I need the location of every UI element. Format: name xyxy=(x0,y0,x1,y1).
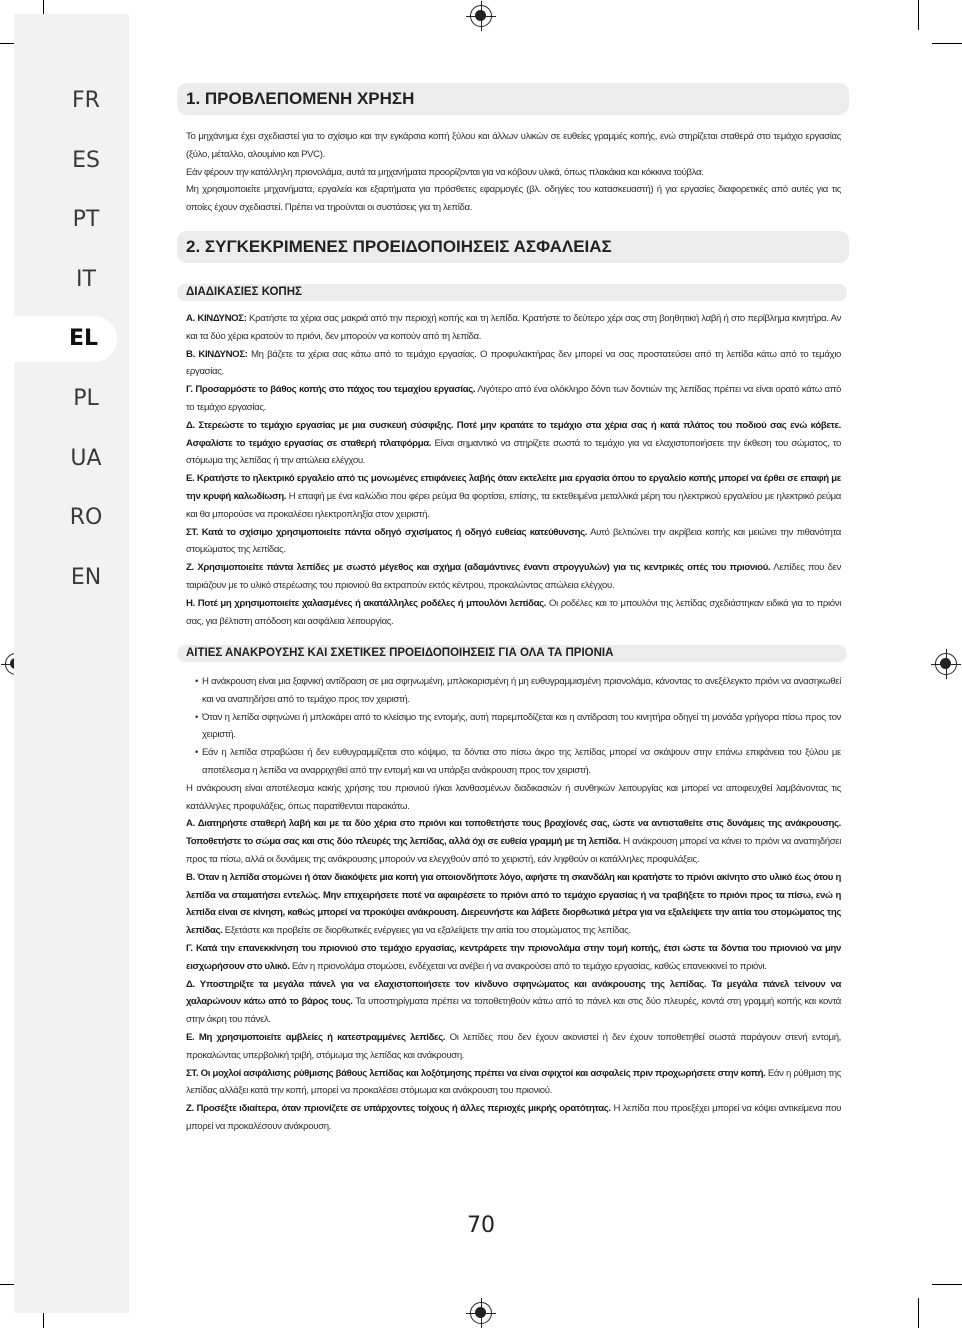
crop-mark xyxy=(918,1298,919,1328)
item-text: Λιγότερο από ένα ολόκληρο δόντι των δοντιών της λεπίδας πρέπει να είναι ορατό κάτω από το τεμάχιο εργασίας. xyxy=(186,384,841,413)
paragraph: Το μηχάνημα έχει σχεδιαστεί για το σχίσιμο και την εγκάρσια κοπή ξύλου και άλλων υλικών σε ευθείες γραμμές κοπής, ενώ στηρίζεται σταθερά στο τεμάχιο εργασίας (ξύλο, μέταλλο, αλουμίνιο και PVC). xyxy=(186,131,841,160)
item-text: Οι ροδέλες και το μπουλόνι της λεπίδας σχεδιάστηκαν ειδικά για το πριόνι σας, για βέλτιστη απόδοση και ασφάλεια λειτουργίας. xyxy=(186,597,841,627)
item-lead: Ε. Κρατήστε το ηλεκτρικό εργαλείο από τις μονωμένες επιφάνειες λαβής όταν εκτελείτε μια εργασία όπου το εργαλείο κοπής μπορεί να έρθει σε επαφή με την κρυφή καλωδίωση. xyxy=(186,473,841,502)
item-lead: Γ. Κατά την επανεκκίνηση του πριονιού στο τεμάχιο εργασίας, κεντράρετε την πριονολάμα στην τομή κοπής, έτσι ώστε τα δόντια του πριονιού να μην εισχωρήσουν στο υλικό. xyxy=(186,942,841,972)
lang-tab-en[interactable]: EN xyxy=(70,565,102,590)
item-text: Κρατήστε τα χέρια σας μακριά από την περιοχή κοπής και τη λεπίδα. Κρατήστε το δεύτερο χέρι σας στη βοηθητική λαβή ή στο περίβλημα κινητήρα. Αν και τα δύο χέρια κρατούν το πριόνι, δεν μπορούν να κοπούν από τη λεπίδα. xyxy=(186,313,841,342)
list-item xyxy=(186,595,841,631)
registration-mark-icon xyxy=(935,653,957,675)
item-text: Εξετάστε και προβείτε σε διορθωτικές ενέργειες για να εξαλείψετε την αιτία του στομώματος της λεπίδας. xyxy=(222,925,631,937)
list-item xyxy=(186,1029,841,1065)
list-item xyxy=(186,1100,841,1136)
lang-tab-pl[interactable]: PL xyxy=(73,386,99,411)
item-text: Εάν η πριονολάμα στομώσει, ενδέχεται να ανέβει ή να ανακρούσει από το τεμάχιο εργασίας, καθώς επανεκκινεί το πριόνι. xyxy=(289,960,767,972)
crop-mark xyxy=(932,1284,962,1285)
registration-mark-icon xyxy=(470,5,492,27)
bullet-item: • Όταν η λεπίδα σφηνώνει ή μπλοκάρει από το κλείσιμο της εντομής, αυτή παρεμποδίζεται και η αντίδραση του κινητήρα οδηγεί τη μονάδα γρήγορα πίσω προς τον χειριστή. xyxy=(186,709,841,745)
item-text: Αυτό βελτιώνει την ακρίβεια κοπής και μειώνει την πιθανότητα στομώματος της λεπίδας. xyxy=(186,526,841,556)
bullet-item: • Η ανάκρουση είναι μια ξαφνική αντίδραση σε μια σφηνωμένη, μπλοκαρισμένη ή μη ευθυγραμμισμένη πριονολάμα, κάνοντας το ανεξέλεγκτο πριόνι να ανασηκωθεί και να αναπηδήσει από το τεμάχιο προς τον χειριστή. xyxy=(186,673,841,709)
item-lead: Ζ. Προσέξτε ιδιαίτερα, όταν πριονίζετε σε υπάρχοντες τοίχους ή άλλες περιοχές μικρής ορατότητας. xyxy=(186,1103,611,1115)
paragraph: Μη χρησιμοποιείτε μηχανήματα, εργαλεία και εξαρτήματα για πρόσθετες εφαρμογές (βλ. οδηγίες του κατασκευαστή) ή για εργασίες διαφορετικές από αυτές για τις οποίες έχουν σχεδιαστεί. Πρέπει να τηρούνται οι συστάσεις για τη λεπίδα. xyxy=(186,184,841,214)
item-text: Μη βάζετε τα χέρια σας κάτω από το τεμάχιο εργασίας. Ο προφυλακτήρας δεν μπορεί να σας προστατεύσει από τη λεπίδα κάτω από το τεμάχιο εργασίας. xyxy=(186,348,841,378)
lang-tab-fr[interactable]: FR xyxy=(72,88,100,113)
lang-tab-el-active[interactable]: EL xyxy=(14,316,117,362)
kickback-body xyxy=(186,673,841,1136)
lang-tab-ua[interactable]: UA xyxy=(70,446,102,471)
page-number: 70 xyxy=(467,1213,495,1238)
list-item xyxy=(186,1065,841,1101)
item-lead: Γ. Προσαρμόστε το βάθος κοπής στο πάχος του τεμαχίου εργασίας. xyxy=(186,384,476,396)
list-item xyxy=(186,470,841,523)
list-item xyxy=(186,559,841,595)
list-item xyxy=(186,815,841,868)
section-2-heading: 2. ΣΥΓΚΕΚΡΙΜΕΝΕΣ ΠΡΟΕΙΔΟΠΟΙΗΣΕΙΣ ΑΣΦΑΛΕΙΑΣ xyxy=(177,231,849,263)
lang-tab-pt[interactable]: PT xyxy=(72,207,100,232)
registration-mark-icon xyxy=(470,1302,492,1324)
section-1-heading: 1. ΠΡΟΒΛΕΠΟΜΕΝΗ ΧΡΗΣΗ xyxy=(177,83,849,115)
list-item xyxy=(186,417,841,470)
paragraph: Η ανάκρουση είναι αποτέλεσμα κακής χρήσης του πριονιού ή/και λανθασμένων διαδικασιών ή συνθηκών λειτουργίας και μπορεί να αποφευχθεί λαμβάνοντας τις κατάλληλες προφυλάξεις, όπως παρατίθενται παρακάτω. xyxy=(186,782,841,812)
crop-mark xyxy=(918,0,919,30)
list-item xyxy=(186,976,841,1029)
item-text: Η ανάκρουση μπορεί να κάνει το πριόνι να αναπηδήσει προς τα πίσω, αλλά οι δυνάμεις της ανάκρουσης μπορούν να ελεγχθούν από το χειριστή, εάν ληφθούν οι κατάλληλες προφυλάξεις. xyxy=(186,836,842,865)
subsection-kickback-heading: ΑΙΤΙΕΣ ΑΝΑΚΡΟΥΣΗΣ ΚΑΙ ΣΧΕΤΙΚΕΣ ΠΡΟΕΙΔΟΠΟΙΗΣΕΙΣ ΓΙΑ ΟΛΑ ΤΑ ΠΡΙΟΝΙΑ xyxy=(177,645,847,662)
list-item xyxy=(186,381,841,417)
item-lead: Ζ. Χρησιμοποιείτε πάντα λεπίδες με σωστό μέγεθος και σχήμα (αδαμάντινες έναντι στρογγυλών) για τις κεντρικές οπές του πριονιού. xyxy=(186,562,771,574)
item-text: Η λεπίδα που προεξέχει μπορεί να κόψει αντικείμενα που μπορεί να προκαλέσουν ανάκρουση. xyxy=(186,1103,842,1132)
section-1-body xyxy=(186,128,841,217)
item-text: Τα υποστηρίγματα πρέπει να τοποθετηθούν κάτω από το πάνελ και στις δύο πλευρές, κοντά στη γραμμή κοπής και κοντά στην άκρη του πάνελ. xyxy=(186,996,841,1026)
item-lead: Δ. Υποστηρίξτε τα μεγάλα πάνελ για να ελαχιστοποιήσετε τον κίνδυνο σφηνώματος και ανάκρουσης της λεπίδας. Τα μεγάλα πάνελ τείνουν να χαλαρώνουν κάτω από το βάρος τους. xyxy=(186,978,841,1008)
list-item xyxy=(186,310,841,346)
cutting-procedures-body xyxy=(186,310,841,630)
bullet-item: • Εάν η λεπίδα στραβώσει ή δεν ευθυγραμμίζεται στο κόψιμο, τα δόντια στο πίσω άκρο της λεπίδας μπορεί να σκάψουν στην επάνω επιφάνεια του ξύλου με αποτέλεσμα η λεπίδα να αναρριχηθεί από την εντομή και να υπάρξει ανάκρουση προς τον χειριστή. xyxy=(186,744,841,780)
item-lead: Δ. Στερεώστε το τεμάχιο εργασίας με μια συσκευή σύσφιξης. Ποτέ μην κρατάτε το τεμάχιο στα χέρια σας ή κατά πλάτος του ποδιού σας ενώ κόβετε. Ασφαλίστε το τεμάχιο εργασίας σε σταθερή πλατφόρμα. xyxy=(186,419,841,449)
item-lead: Β. Όταν η λεπίδα στομώνει ή όταν διακόψετε μια κοπή για οποιονδήποτε λόγο, αφήστε τη σκανδάλη και κρατήστε το πριόνι ακίνητο στο υλικό έως ότου η λεπίδα να σταματήσει εντελώς. Μην επιχειρήσετε ποτέ να αφαιρέσετε το πριόνι από το τεμάχιο εργασίας ή να τραβήξετε το πριόνι προς τα πίσω, ενώ η λεπίδα είναι σε κίνηση, καθώς μπορεί να προκύψει ανάκρουση. Διερευνήστε και λάβετε διορθωτικά μέτρα για να εξαλείψετε την αιτία του στομώματος της λεπίδας. xyxy=(186,871,841,937)
lang-tab-es[interactable]: ES xyxy=(72,148,100,173)
lang-tab-it[interactable]: IT xyxy=(76,267,96,292)
list-item xyxy=(186,524,841,560)
item-text: Λεπίδες που δεν ταιριάζουν με το υλικό στερέωσης του πριονιού θα εκτραπούν εκτός κέντρου, προκαλώντας απώλεια ελέγχου. xyxy=(186,562,841,591)
item-text: Εάν η ρύθμιση της λεπίδας αλλάξει κατά την κοπή, μπορεί να προκαλέσει στόμωμα και ανάκρουση του πριονιού. xyxy=(186,1067,841,1097)
list-item xyxy=(186,346,841,382)
list-item xyxy=(186,869,841,940)
paragraph: Εάν φέρουν την κατάλληλη πριονολάμα, αυτά τα μηχανήματα προορίζονται για να κόβουν υλικά, όπως πλακάκια και κόκκινα τούβλα. xyxy=(186,166,704,178)
item-lead: ΣΤ. Οι μοχλοί ασφάλισης ρύθμισης βάθους λεπίδας και λοξότμησης πρέπει να είναι σφιχτοί και ασφαλείς πριν προχωρήσετε στην κοπή. xyxy=(186,1067,766,1079)
item-text: Οι λεπίδες που δεν έχουν ακονιστεί ή δεν έχουν τοποθετηθεί σωστά παράγουν στενή εντομή, προκαλώντας υπερβολική τριβή, στόμωμα της λεπίδας και ανάκρουση. xyxy=(186,1031,841,1061)
item-text: Είναι σημαντικό να στηρίζετε σωστά το τεμάχιο για να ελαχιστοποιήσετε την έκθεση του σώματος, το στόμωμα της λεπίδας ή την απώλεια ελέγχου. xyxy=(186,437,841,467)
item-lead: ΣΤ. Κατά το σχίσιμο χρησιμοποιείτε πάντα οδηγό σχισίματος ή οδηγό ευθείας κατεύθυνσης. xyxy=(186,526,588,538)
subsection-cutting-heading: ΔΙΑΔΙΚΑΣΙΕΣ ΚΟΠΗΣ xyxy=(177,284,847,301)
item-lead: Β. ΚΙΝΔΥΝΟΣ: xyxy=(186,348,248,360)
lang-tab-ro[interactable]: RO xyxy=(69,505,103,530)
list-item xyxy=(186,940,841,976)
item-lead: Η. Ποτέ μη χρησιμοποιείτε χαλασμένες ή ακατάλληλες ροδέλες ή μπουλόνι λεπίδας. xyxy=(186,597,547,609)
item-lead: Α. Διατηρήστε σταθερή λαβή και με τα δύο χέρια στο πριόνι και τοποθετήστε τους βραχίονές σας, ώστε να αντισταθείτε στις δυνάμεις της ανάκρουσης. Τοποθετήστε το σώμα σας και στις δύο πλευρές της λεπίδας, αλλά όχι σε ευθεία γραμμή με τη λεπίδα. xyxy=(186,818,841,848)
item-text: Η επαφή με ένα καλώδιο που φέρει ρεύμα θα φορτίσει, επίσης, τα εκτεθειμένα μεταλλικά μέρη του ηλεκτρικού εργαλείου με ηλεκτρικό ρεύμα και θα μπορούσε να προκαλέσει ηλεκτροπληξία στον χειριστή. xyxy=(186,490,841,520)
item-lead: Ε. Μη χρησιμοποιείτε αμβλείες ή κατεστραμμένες λεπίδες. xyxy=(186,1031,446,1043)
item-lead: Α. ΚΙΝΔΥΝΟΣ: xyxy=(186,313,247,324)
crop-mark xyxy=(932,43,962,44)
